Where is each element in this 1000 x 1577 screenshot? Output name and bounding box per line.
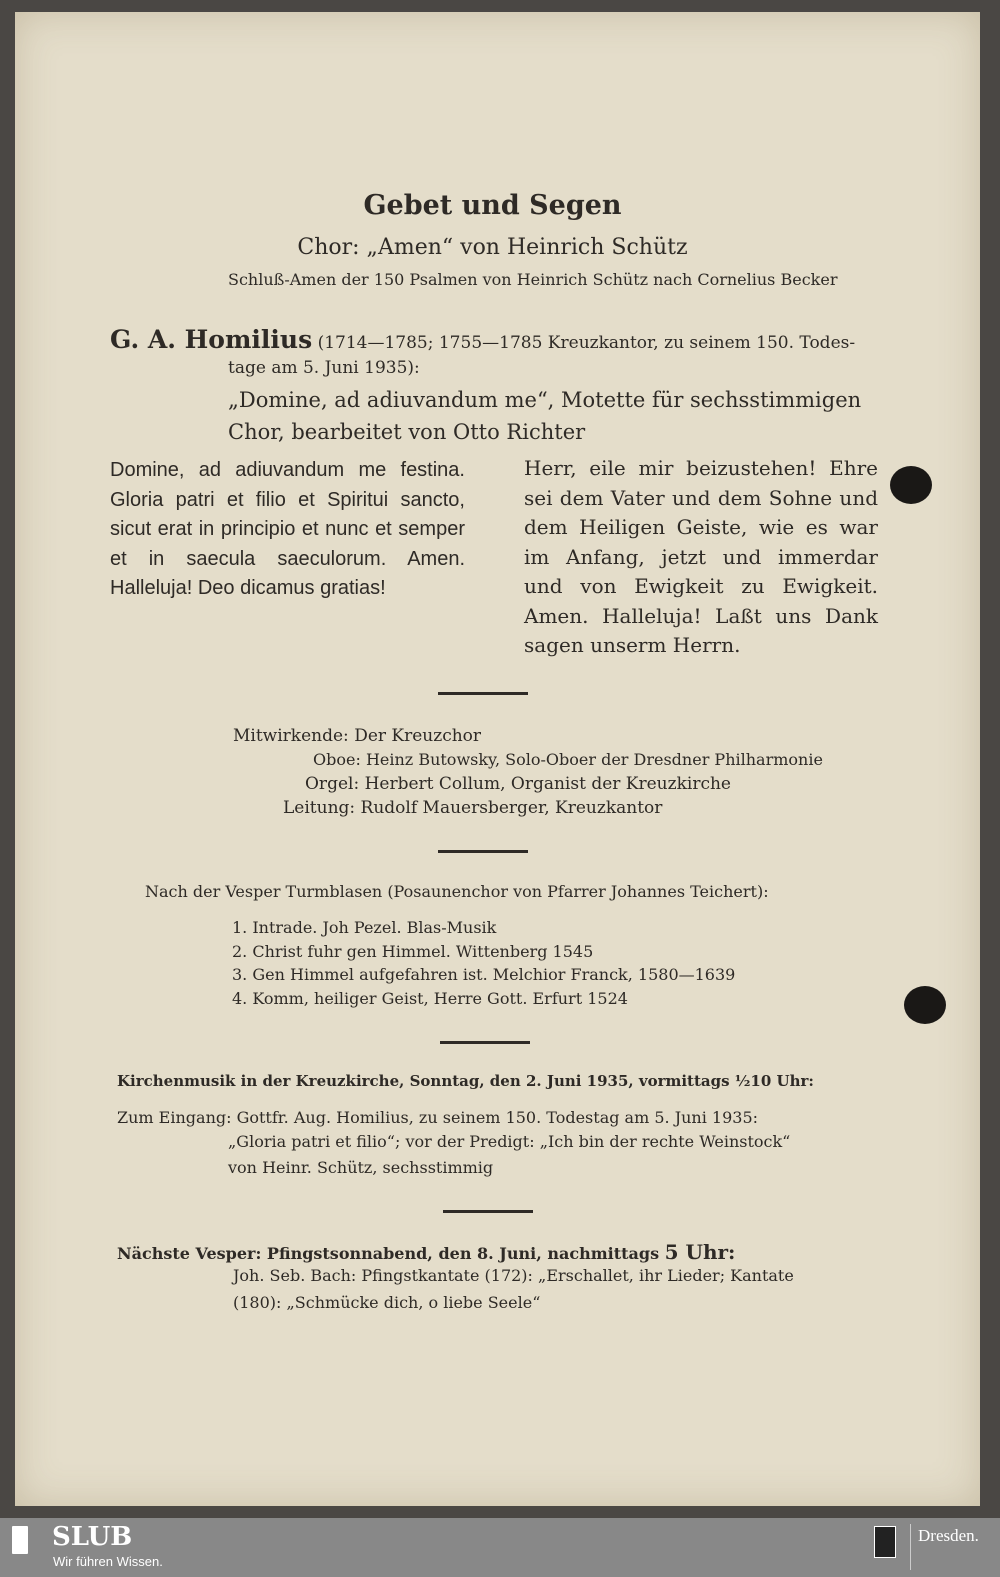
next-vesper-line: (180): „Schmücke dich, o liebe Seele“: [233, 1293, 541, 1312]
german-text: Herr, eile mir beizustehen! Ehre sei dem Vater und dem Sohne und dem Heiligen Geiste, wie es war im Anfang, jetzt und immerdar und von Ewigkeit zu Ewigkeit. Amen. Halleluja! Laßt uns Dank sagen unserm Herrn.: [524, 456, 878, 657]
book-icon: [12, 1526, 28, 1554]
church-music-line: „Gloria patri et filio“; vor der Predigt: „Ich bin der rechte Weinstock“: [228, 1132, 791, 1151]
performer-row: Leitung: Rudolf Mauersberger, Kreuzkantor: [283, 798, 663, 818]
tower-item: 2. Christ fuhr gen Himmel. Wittenberg 1545: [232, 942, 594, 961]
page-title: Gebet und Segen: [363, 190, 622, 221]
choir-note: Schluß-Amen der 150 Psalmen von Heinrich Schütz nach Cornelius Becker: [228, 270, 838, 289]
tower-item: 4. Komm, heiliger Geist, Herre Gott. Erfurt 1524: [232, 989, 628, 1008]
footer-bar: [0, 1518, 1000, 1577]
divider: [440, 1041, 530, 1044]
work-title-cont: Chor, bearbeitet von Otto Richter: [228, 420, 586, 444]
punch-hole: [890, 466, 932, 504]
dresden-logo[interactable]: Dresden.: [918, 1526, 979, 1545]
performer-row: Oboe: Heinz Butowsky, Solo-Oboer der Dresdner Philharmonie: [313, 750, 823, 769]
church-music-line: von Heinr. Schütz, sechsstimmig: [228, 1158, 494, 1177]
slub-tagline: Wir führen Wissen.: [53, 1554, 163, 1569]
divider: [443, 1210, 533, 1213]
latin-text: Domine, ad adiuvandum me festina. Gloria patri et filio et Spiritui sancto, sicut erat in principio et nunc et semper et in saecula saeculorum. Amen. Halleluja! Deo dicamus gratias!: [110, 459, 465, 599]
choir-line: Chor: „Amen“ von Heinrich Schütz: [297, 235, 688, 260]
work-title: „Domine, ad adiuvandum me“, Motette für sechsstimmigen: [228, 388, 862, 412]
homilius-heading: [110, 325, 855, 354]
dresden-coat-of-arms-icon: [874, 1526, 896, 1558]
slub-logo[interactable]: SLUB: [52, 1522, 133, 1552]
church-music-heading: Kirchenmusik in der Kreuzkirche, Sonntag, den 2. Juni 1935, vormittags ½10 Uhr:: [117, 1072, 814, 1090]
composer-name: G. A. Homilius: [110, 325, 313, 354]
next-vesper-heading: Nächste Vesper: Pfingstsonnabend, den 8. Juni, nachmittags 5 Uhr:: [117, 1240, 736, 1264]
composer-dates-cont: tage am 5. Juni 1935):: [228, 358, 420, 378]
divider: [438, 850, 528, 853]
church-music-line: Zum Eingang: Gottfr. Aug. Homilius, zu seinem 150. Todestag am 5. Juni 1935:: [117, 1108, 759, 1127]
performer-row: Mitwirkende: Der Kreuzchor: [233, 726, 482, 746]
tower-heading: Nach der Vesper Turmblasen (Posaunenchor von Pfarrer Johannes Teichert):: [145, 882, 769, 901]
composer-dates: (1714—1785; 1755—1785 Kreuzkantor, zu seinem 150. Todes-: [317, 333, 856, 353]
footer-divider: [910, 1524, 911, 1570]
next-vesper-line: Joh. Seb. Bach: Pfingstkantate (172): „Erschallet, ihr Lieder; Kantate: [233, 1266, 794, 1285]
punch-hole: [904, 986, 946, 1024]
performer-row: Orgel: Herbert Collum, Organist der Kreuzkirche: [305, 774, 731, 794]
tower-item: 3. Gen Himmel aufgefahren ist. Melchior Franck, 1580—1639: [232, 965, 736, 984]
tower-item: 1. Intrade. Joh Pezel. Blas-Musik: [232, 918, 497, 937]
divider: [438, 692, 528, 695]
